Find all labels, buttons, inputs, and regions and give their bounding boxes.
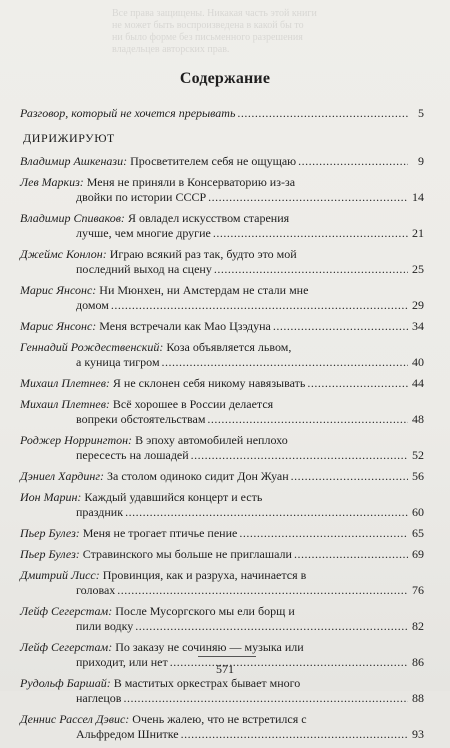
dot-leader [237, 106, 408, 121]
toc-intro-entry [20, 106, 424, 121]
page-ref: 9 [418, 154, 424, 168]
entry-title: Всё хорошее в России делается [112, 397, 274, 411]
intro-title: Разговор, который не хочется прерывать [20, 106, 236, 120]
entry-text [20, 712, 307, 726]
page-ref: 29 [412, 298, 424, 312]
entry-text [20, 376, 305, 391]
dot-leader [125, 505, 408, 520]
dot-leader [213, 226, 408, 241]
entry-author: Марис Янсонс: [20, 319, 97, 333]
page-ref: 56 [412, 469, 424, 483]
page-ref: 48 [412, 412, 424, 426]
dot-leader [208, 190, 408, 205]
toc-entry [20, 676, 424, 706]
entry-text [20, 283, 308, 297]
entry-text [20, 640, 304, 654]
toc-entry [20, 397, 424, 427]
bleed-line: Все права защищены. Никакая часть этой книги [112, 8, 317, 19]
entry-text [20, 397, 273, 411]
page-ref: 40 [412, 355, 424, 369]
entry-title: Меня не приняли в Консерваторию из-за [86, 175, 296, 189]
entry-text [20, 568, 306, 582]
page-ref: 93 [412, 727, 424, 741]
entry-author: Михаил Плетнев: [20, 397, 110, 411]
page-ref: 65 [412, 526, 424, 540]
dot-leader [117, 583, 408, 598]
entry-title-cont: последний выход на сцену [76, 262, 212, 276]
page-ref: 60 [412, 505, 424, 519]
table-of-contents [20, 106, 424, 748]
entry-text [20, 340, 291, 354]
entry-text [20, 154, 296, 169]
toc-entries [20, 154, 424, 742]
entry-author: Пьер Булез: [20, 547, 80, 561]
page-ref: 44 [412, 376, 424, 390]
entry-title-cont: Альфредом Шнитке [76, 727, 179, 741]
bleed-line: ни было форме без письменного разрешения [112, 32, 303, 43]
toc-entry [20, 469, 424, 484]
entry-text [20, 469, 289, 484]
page-ref: 82 [412, 619, 424, 633]
toc-entry [20, 283, 424, 313]
entry-author: Ион Марин: [20, 490, 82, 504]
page-number: 571 [216, 662, 234, 676]
dot-leader [273, 319, 408, 334]
page-ref: 86 [412, 655, 424, 669]
dot-leader [214, 262, 408, 277]
entry-title-cont: праздник [76, 505, 124, 519]
dot-leader [291, 469, 408, 484]
dot-leader [111, 298, 408, 313]
entry-title: Каждый удавшийся концерт и есть [84, 490, 263, 504]
entry-author: Пьер Булез: [20, 526, 80, 540]
entry-text [20, 604, 295, 618]
entry-text [20, 433, 288, 447]
entry-title: Играю всякий раз так, будто это мой [109, 247, 297, 261]
page-ref: 25 [412, 262, 424, 276]
dot-leader [239, 526, 408, 541]
entry-author: Владимир Ашкенази: [20, 154, 128, 168]
toc-entry [20, 247, 424, 277]
entry-title-cont: лучше, чем многие другие [76, 226, 211, 240]
entry-title: Я овладел искусством старения [127, 211, 290, 225]
toc-entry [20, 175, 424, 205]
entry-title-cont: вопреки обстоятельствам [76, 412, 206, 426]
toc-entry [20, 526, 424, 541]
entry-title-cont: пили водку [76, 619, 134, 633]
dot-leader [191, 448, 408, 463]
page-ref: 69 [412, 547, 424, 561]
dot-leader [123, 691, 408, 706]
toc-entry [20, 712, 424, 742]
page-ref: 34 [412, 319, 424, 333]
dot-leader [298, 154, 408, 169]
entry-title: За столом одиноко сидит Дон Жуан [107, 469, 289, 483]
entry-text [20, 490, 262, 504]
entry-author: Геннадий Рождественский: [20, 340, 164, 354]
entry-author: Михаил Плетнев: [20, 376, 110, 390]
toc-entry [20, 211, 424, 241]
page-number-rule [198, 656, 256, 657]
page-ref: 88 [412, 691, 424, 705]
page-ref: 5 [418, 106, 424, 120]
entry-text [20, 247, 297, 261]
entry-title: В эпоху автомобилей неплохо [135, 433, 288, 447]
entry-title: Ни Мюнхен, ни Амстердам не стали мне [99, 283, 309, 297]
entry-text [20, 319, 271, 334]
bleed-line: не может быть воспроизведена в какой бы то [112, 20, 304, 31]
entry-title: Я не склонен себя никому навязывать [112, 376, 306, 390]
entry-author: Дмитрий Лисс: [20, 568, 100, 582]
entry-author: Дэниел Хардинг: [20, 469, 105, 483]
toc-entry [20, 154, 424, 169]
toc-entry [20, 490, 424, 520]
entry-title-cont: а куница тигром [76, 355, 160, 369]
entry-text [20, 175, 295, 189]
entry-title-cont: головах [76, 583, 116, 597]
dot-leader [207, 412, 408, 427]
toc-entry [20, 604, 424, 634]
page-ref: 14 [412, 190, 424, 204]
dot-leader [307, 376, 408, 391]
entry-author: Лейф Сегерстам: [20, 604, 113, 618]
entry-author: Лев Маркиз: [20, 175, 84, 189]
section-heading: ДИРИЖИРУЮТ [23, 131, 115, 145]
entry-author: Марис Янсонс: [20, 283, 97, 297]
entry-author: Лейф Сегерстам: [20, 640, 113, 654]
toc-entry [20, 340, 424, 370]
dot-leader [135, 619, 408, 634]
entry-title: Меня встречали как Мао Цзэдуна [99, 319, 271, 333]
entry-title-cont: домом [76, 298, 109, 312]
entry-author: Роджер Норрингтон: [20, 433, 133, 447]
entry-title-cont: двойки по истории СССР [76, 190, 207, 204]
toc-entry [20, 376, 424, 391]
entry-text [20, 547, 292, 562]
entry-title-cont: приходит, или нет [76, 655, 168, 669]
entry-title: Меня не трогает птичье пение [82, 526, 238, 540]
toc-entry [20, 547, 424, 562]
page-title: Содержание [179, 70, 271, 87]
entry-author: Джеймс Конлон: [20, 247, 107, 261]
toc-entry [20, 568, 424, 598]
entry-author: Владимир Спиваков: [20, 211, 125, 225]
toc-entry [20, 433, 424, 463]
entry-author: Рудольф Баршай: [20, 676, 111, 690]
dot-leader [294, 547, 408, 562]
entry-title: По заказу не сочиняю — музыка или [115, 640, 304, 654]
entry-title-cont: пересесть на лошадей [76, 448, 189, 462]
page-ref: 21 [412, 226, 424, 240]
entry-title: Провинция, как и разруха, начинается в [102, 568, 307, 582]
page-ref: 76 [412, 583, 424, 597]
entry-text [20, 211, 289, 225]
bleed-through-text [112, 8, 412, 68]
entry-title: В маститых оркестрах бывает много [113, 676, 301, 690]
entry-title: Очень жалею, что не встретился с [132, 712, 307, 726]
entry-author: Деннис Рассел Дэвис: [20, 712, 130, 726]
page-ref: 52 [412, 448, 424, 462]
entry-title: Стравинского мы больше не приглашали [82, 547, 292, 561]
entry-text [20, 526, 237, 541]
entry-title: Коза объявляется львом, [166, 340, 292, 354]
entry-title: После Мусоргского мы ели борщ и [115, 604, 295, 618]
toc-entry [20, 319, 424, 334]
entry-title-cont: наглецов [76, 691, 122, 705]
bleed-line: владельцев авторских прав. [112, 44, 230, 55]
entry-title: Просветителем себя не ощущаю [130, 154, 297, 168]
dot-leader [162, 355, 408, 370]
entry-text [20, 676, 300, 690]
dot-leader [181, 727, 408, 742]
